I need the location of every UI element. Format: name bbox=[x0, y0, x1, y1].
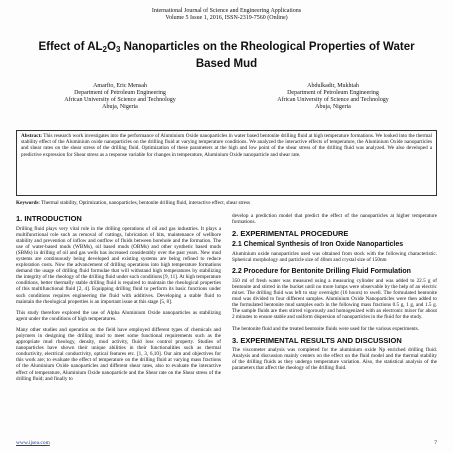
author-city: Abuja, Nigeria bbox=[102, 104, 138, 110]
author-2 bbox=[233, 83, 433, 111]
paragraph: Aluminium oxide nanoparticles used was obtained from stock with the following characteristic. Spherical morphology and particle size of 40nm and crystal size of 150nm bbox=[232, 250, 437, 263]
subsection-heading-2-1: 2.1 Chemical Synthesis of Iron Oxide Nanoparticles bbox=[232, 240, 404, 248]
title-part: Effect of AL bbox=[38, 41, 103, 53]
author-department: Department of Petroleum Engineering bbox=[74, 90, 166, 96]
journal-name: International Journal of Science and Engineering Applications bbox=[151, 8, 302, 14]
paragraph: This study therefore explored the use of Alpha Aluminium Oxide nanoparticles as stabilizing agent under the conditions of high temperatures. bbox=[16, 309, 221, 322]
title-part: Nanoparticles on the Rheological Properties of Water Based Mud bbox=[120, 41, 415, 70]
title-subscript: 2 bbox=[102, 45, 107, 54]
author-city: Abuja, Nigeria bbox=[315, 104, 351, 110]
page-number: 7 bbox=[434, 440, 437, 446]
author-department: Department of Petroleum Engineering bbox=[287, 90, 379, 96]
paragraph: Many other studies and operation on the field have employed different types of chemicals and polymers in designing the drilling mud to meet some functional requirements such as the appropriate mud rheology, density, mud activity, fluid loss control property. Studies of nanoparticles have shown their unique abilities in their functionalities such as thermal conductivity, electrical conductivity, optical features etc. [1, 3, 6,10]. Our aim and objectives for this work are; to evaluate the effect of temperature on the drilling fluid at varying mass fractions of the Aluminium Oxide nanoparticles and different shear rates, also to evaluate the interactive effect of temperature, Aluminium Oxide nanoparticle and the Shear rate on the Shear stress of the drilling fluid; and finally to bbox=[16, 326, 221, 382]
abstract-text: This research work investigates into the performance of Aluminium Oxide nanoparticles in water based bentonite drilling fluid at high temperature formations. We looked into the thermal stability effect of the Aluminium oxide nanoparticles on the drilling fluid at varying temperature conditions. We analyzed the interactive effects of temperature, the Aluminium Oxide nanoparticles and shear rates on the shear stress of the drilling fluid. Optimization of these parameters at the high and low point of the shear stress of the drilling fluid was analyzed. We also developed a predictive expression for Shear stress as a response variable for changes in temperature, Aluminium Oxide nanoparticle and shear rate. bbox=[21, 133, 432, 158]
journal-volume: Volume 5 Issue 1, 2016, ISSN-2319-7560 (Online) bbox=[165, 15, 288, 21]
paragraph: The bentonite fluid and the treated bentonite fluids were used for the various experiments. bbox=[232, 325, 419, 332]
author-1 bbox=[20, 83, 220, 111]
keywords-text: : Thermal stability, Optimization, nanoparticles, bentonite drilling fluid, interactive effect, shear stress bbox=[38, 200, 251, 206]
section-heading-experimental: 2. EXPERIMENTAL PROCEDURE bbox=[232, 229, 349, 239]
paragraph: Drilling fluid plays very vital role in the drilling operations of oil and gas industries. It plays a multifunctional role such as removal of cuttings, lubrication of bits, maintenance of wellbore stability and prevention of inflow and outflow of fluids between borehole and the formation. The use of water-based muds (WBMs), oil based muds (OBMs) and other synthetic based muds (SBMs) in drilling of oil and gas wells has increased considerably over the past years. New mud systems are continuously being developed and existing systems are being refined to reduce exploration costs. Now the advancement of drilling operations into high temperature formations demand the usage of drilling fluid formulae that will withstand high temperatures by stabilizing the integrity of the rheology of the drilling fluid under such conditions [9, 11]. At high temperature conditions, better thermally stable drilling fluid is required to maintain the rheological properties of this multifunctional fluid [2, 4]. Equipping drilling fluid to perform its basic functions under such conditions requires engineering the fluid with additives. Developing a stable fluid to maintain the rheological properties is an important issue at this stage [5, 8]. bbox=[16, 225, 221, 305]
author-name: Abdulkadir, Mukhtah bbox=[307, 83, 359, 89]
title-part: O bbox=[107, 41, 116, 53]
paragraph: develop a prediction model that predict the effect of the nanoparticles at higher temperature formations. bbox=[232, 213, 437, 226]
author-university: African University of Science and Technology bbox=[277, 97, 389, 103]
abstract-label: Abstract: bbox=[21, 133, 43, 139]
subsection-heading-2-2: 2.2 Procedure for Bentonite Drilling Fluid Formulation bbox=[232, 267, 411, 275]
paragraph: 350 ml of fresh water was measured using a measuring cylinder and was added to 22.5 g of bentonite and stirred in the bucket until no more lumps were observable by the help of an electric mixer. The drilling fluid was left to stay overnight (16 hours) to swell. The formulated bentonite mud was divided to four different samples. Aluminium Oxide Nanoparticles were then added to the formulated bentonite mud samples each in the following mass fractions 0.5 g, 1 g, and 1.5 g. The sample fluids are then stirred vigorously and homogenized with an electronic mixer for about 2 minutes to ensure stable and uniform dispersion of nanoparticles in the fluid for the study. bbox=[232, 277, 437, 321]
journal-url-link[interactable]: www.ijsea.com bbox=[16, 440, 50, 446]
paragraph: The viscometer analysis was completed for the aluminium oxide Np enriched drilling fluid. Analysis and discussion mainly centers on the effect on the fluid model and the thermal stability of the drilling fluids as they undergo temperature variation. Also, the statistical analysis of the parameters that affect the rheology of the drilling fluid. bbox=[232, 347, 437, 372]
left-column bbox=[16, 213, 221, 439]
title-subscript: 3 bbox=[115, 45, 121, 54]
section-heading-results: 3. EXPERIMENTAL RESULTS AND DISCUSSION bbox=[232, 335, 402, 345]
keywords-label: Keywords bbox=[16, 200, 39, 206]
section-heading-introduction: 1. INTRODUCTION bbox=[16, 214, 82, 223]
author-name: Amarfio, Eric Mensah bbox=[93, 83, 147, 89]
paper-title bbox=[20, 40, 433, 71]
abstract bbox=[16, 130, 437, 196]
author-university: African University of Science and Technology bbox=[64, 97, 176, 103]
keywords bbox=[16, 200, 437, 206]
journal-header bbox=[0, 8, 453, 22]
right-column bbox=[232, 213, 437, 439]
